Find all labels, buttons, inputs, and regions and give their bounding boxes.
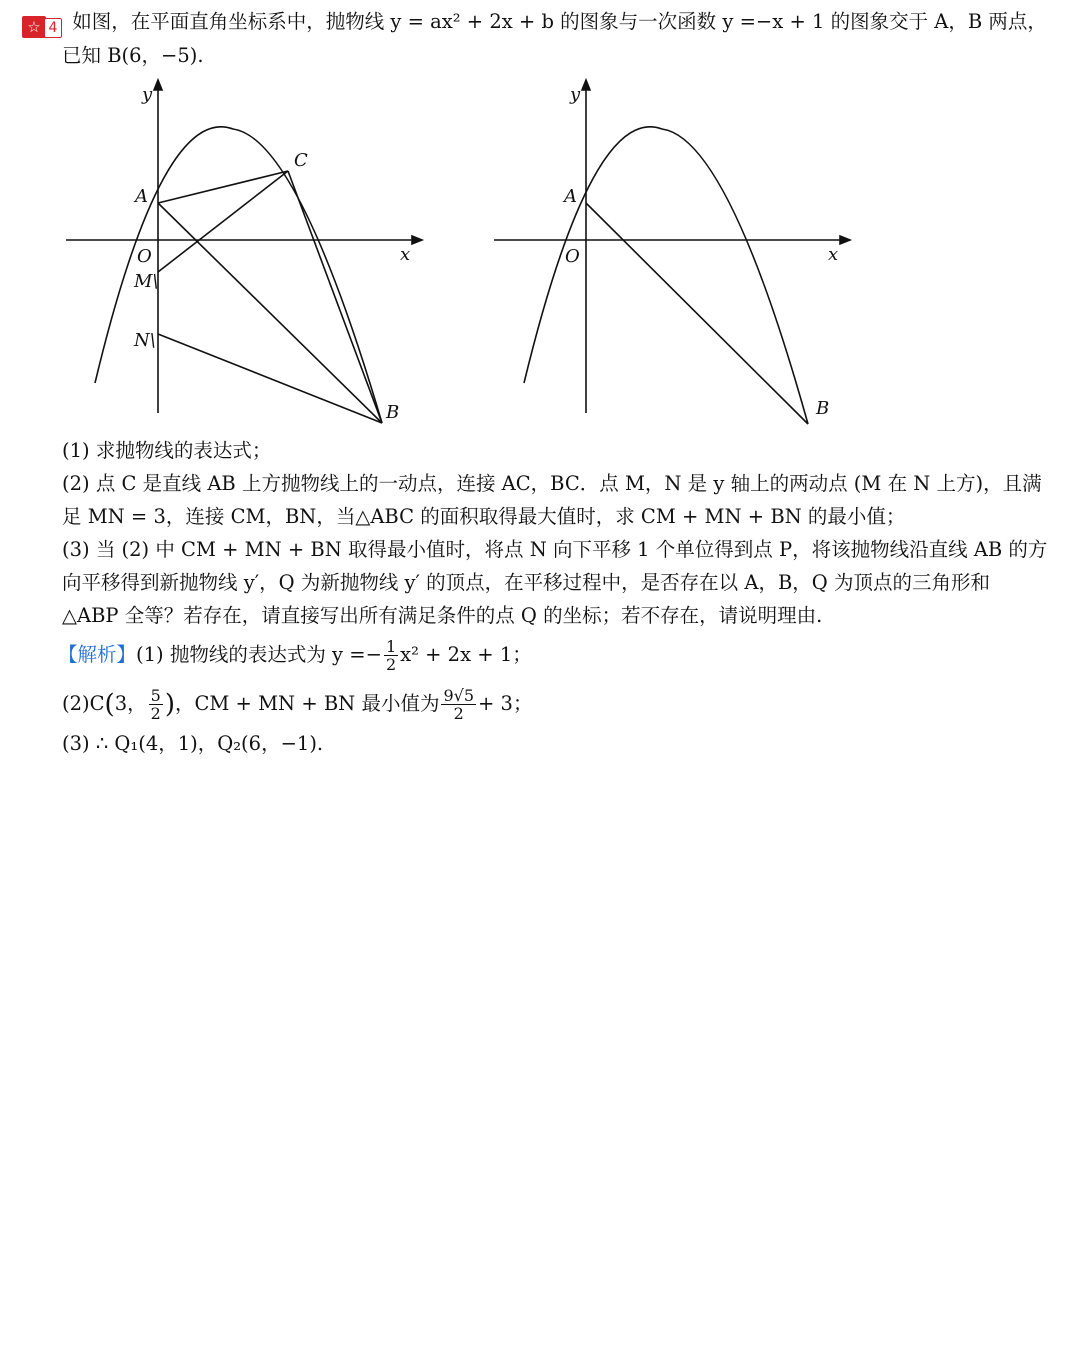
label-x: x	[400, 244, 411, 265]
answer-1-pre: (1) 抛物线的表达式为 y =−	[136, 643, 382, 666]
x-arrow	[412, 236, 422, 244]
segment-CB	[288, 171, 382, 423]
label-C: C	[294, 150, 308, 171]
problem-number: 4	[44, 18, 62, 38]
label-M: M\	[134, 271, 159, 292]
answer-2-fraction: $\frac{5}{2}$	[150, 686, 161, 723]
star-icon: ☆	[22, 16, 46, 38]
segment-AB	[158, 203, 382, 423]
label-A: A	[135, 186, 148, 207]
answer-1-post: x² + 2x + 1；	[400, 643, 532, 666]
question-1: (1) 求抛物线的表达式；	[62, 439, 272, 462]
question-3-line-2: 向平移得到新抛物线 y′，Q 为新抛物线 y′ 的顶点，在平移过程中，是否存在以 A，B，Q 为顶点的三角形和	[62, 571, 990, 594]
answer-2-min-fraction: $\frac{9√5}{2}$	[443, 686, 475, 723]
answer-1-fraction: $\frac{1}{2}$	[385, 637, 397, 674]
question-2-line-1: (2) 点 C 是直线 AB 上方抛物线上的一动点，连接 AC，BC．点 M，N 是 y 轴上的两动点 (M 在 N 上方)，且满	[62, 472, 1042, 495]
label-A: A	[564, 186, 577, 207]
x-arrow	[840, 236, 850, 244]
figure-2	[488, 78, 858, 430]
label-y: y	[142, 84, 153, 105]
problem-line-2: 已知 B(6，−5).	[62, 44, 204, 67]
solution-tag: 【解析】	[58, 643, 137, 666]
segment-NB	[158, 334, 382, 423]
problem-line-1	[22, 8, 1050, 36]
problem-badge	[22, 12, 62, 34]
label-N: N\	[134, 330, 156, 351]
label-O: O	[565, 246, 580, 267]
label-y: y	[570, 84, 581, 105]
answer-2-mid: ，CM + MN + BN 最小值为	[174, 692, 440, 715]
label-x: x	[828, 244, 839, 265]
solution-line-1	[58, 637, 1050, 673]
parabola-2	[524, 127, 808, 424]
y-arrow	[582, 80, 590, 90]
question-3-line-1: (3) 当 (2) 中 CM + MN + BN 取得最小值时，将点 N 向下平移 1 个单位得到点 P，将该抛物线沿直线 AB 的方	[62, 538, 1048, 561]
label-O: O	[137, 246, 152, 267]
answer-3: (3) ∴ Q₁(4，1)，Q₂(6，−1).	[62, 732, 324, 755]
answer-2-pre: (2)C	[62, 692, 105, 715]
y-arrow	[154, 80, 162, 90]
question-2-line-2: 足 MN = 3，连接 CM，BN，当△ABC 的面积取得最大值时，求 CM + MN + BN 的最小值；	[62, 505, 906, 528]
figure-1	[60, 78, 430, 430]
problem-text-1: 如图，在平面直角坐标系中，抛物线 y = ax² + 2x + b 的图象与一次函数 y =−x + 1 的图象交于 A，B 两点，	[72, 10, 1047, 33]
label-B: B	[816, 398, 830, 419]
question-3-line-3: △ABP 全等？若存在，请直接写出所有满足条件的点 Q 的坐标；若不存在，请说明理由.	[62, 604, 823, 627]
label-B: B	[386, 402, 400, 423]
answer-2-post: + 3；	[478, 692, 533, 715]
solution-line-2: (2)C(3， $\frac{5}{2}$ )，CM + MN + BN 最小值为 $\frac{9√5}{2}$ + 3；	[62, 686, 533, 723]
answer-2-coord: 3，	[114, 692, 147, 715]
